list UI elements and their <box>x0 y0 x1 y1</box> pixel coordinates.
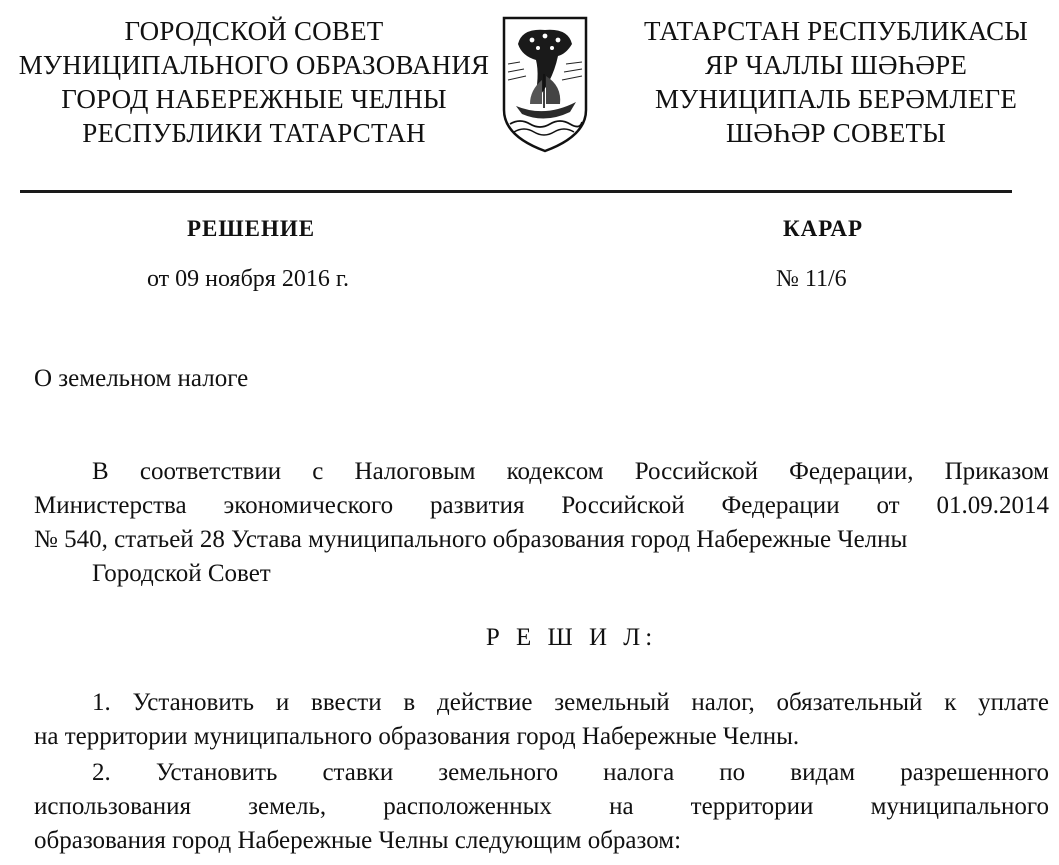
document-subject: О земельном налоге <box>34 365 249 392</box>
item-line: образования город Набережные Челны следующим образом: <box>34 827 682 854</box>
header-tatar <box>626 14 1046 150</box>
document-number: № 11/6 <box>776 266 847 292</box>
header-line: ЯР ЧАЛЛЫ ШӘҺӘРЕ <box>704 50 968 80</box>
preamble-line: В соответствии с Налоговым кодексом Российской Федерации, Приказом <box>92 458 1049 485</box>
resolved-text: Р Е Ш И Л: <box>485 624 658 651</box>
header-line: МУНИЦИПАЛЬНОГО ОБРАЗОВАНИЯ <box>18 50 490 80</box>
header-line: МУНИЦИПАЛЬ БЕРӘМЛЕГЕ <box>654 84 1018 114</box>
document-date: от 09 ноября 2016 г. <box>147 266 349 292</box>
header-russian <box>10 14 498 150</box>
preamble-line: Министерства экономического развития Российской Федерации от 01.09.2014 <box>34 492 1049 519</box>
preamble-paragraph <box>34 455 1049 557</box>
resolution-item-2 <box>34 756 1049 858</box>
resolved-heading <box>0 624 1059 652</box>
document-type-russian: РЕШЕНИЕ <box>187 216 316 241</box>
council-name: Городской Совет <box>92 560 271 587</box>
item-line: на территории муниципального образования город Набережные Челны. <box>34 723 800 750</box>
preamble-line: № 540, статьей 28 Устава муниципального образования город Набережные Челны <box>34 526 908 553</box>
header-line: ТАТАРСТАН РЕСПУБЛИКАСЫ <box>643 16 1029 46</box>
item-line: использования земель, расположенных на территории муниципального <box>34 793 1049 820</box>
header-line: ГОРОД НАБЕРЕЖНЫЕ ЧЕЛНЫ <box>61 84 447 114</box>
header-line: ГОРОДСКОЙ СОВЕТ <box>124 16 384 46</box>
document-type-tatar: КАРАР <box>783 216 864 241</box>
header-line: РЕСПУБЛИКИ ТАТАРСТАН <box>82 118 426 148</box>
city-coat-of-arms-icon <box>500 14 590 154</box>
item-line: 2. Установить ставки земельного налога по видам разрешенного <box>92 759 1049 786</box>
header-divider <box>20 190 1012 193</box>
council-line-block <box>34 557 1049 591</box>
header-line: ШӘҺӘР СОВЕТЫ <box>726 118 946 148</box>
item-line: 1. Установить и ввести в действие земельный налог, обязательный к уплате <box>92 689 1049 716</box>
resolution-item-1 <box>34 686 1049 754</box>
